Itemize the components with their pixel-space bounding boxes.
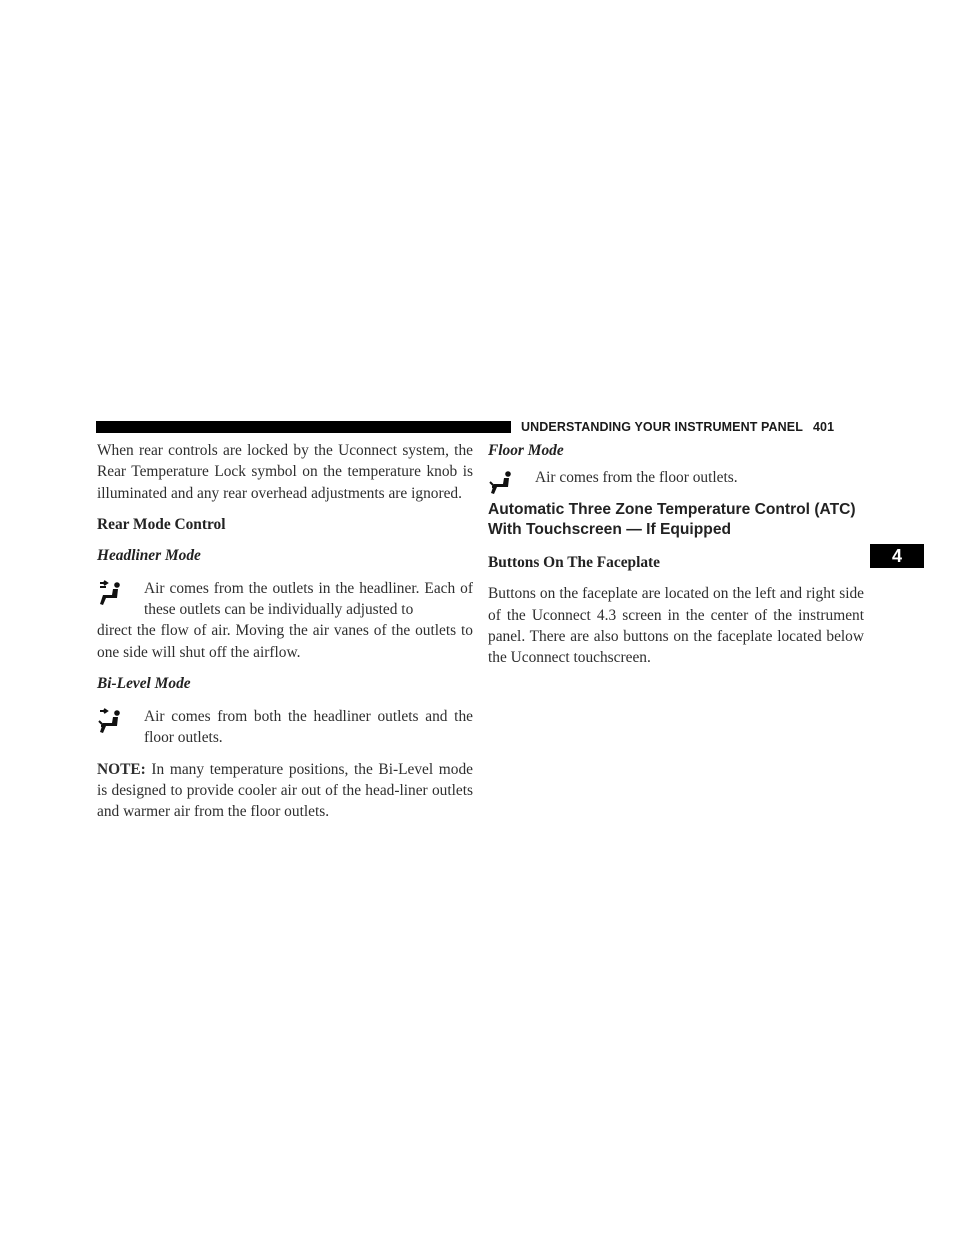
header-bar [96,421,511,433]
rear-mode-heading: Rear Mode Control [97,515,226,533]
floor-mode-heading: Floor Mode [488,442,564,459]
left-column [97,440,473,823]
running-header [521,419,864,435]
atc-heading-line-2: With Touchscreen — If Equipped [488,521,732,539]
section-title: UNDERSTANDING YOUR INSTRUMENT PANEL [521,420,803,434]
page-number: 401 [812,420,835,434]
bilevel-mode-icon [97,708,125,736]
faceplate-paragraph: Buttons on the faceplate are located on the left and right side of the Uconnect 4.3 screen in the center of the instrument panel. There are also buttons on the faceplate located below the Uconnect touchscreen. [488,585,864,667]
headliner-mode-icon [97,580,125,608]
chapter-tab: 4 [870,544,924,568]
floor-mode-icon [488,469,516,497]
right-column [488,440,864,668]
atc-heading-line-1: Automatic Three Zone Temperature Control (ATC) [488,501,856,519]
headliner-mode-heading: Headliner Mode [97,546,201,564]
bilevel-mode-block [97,706,473,749]
headliner-mode-block [97,578,473,663]
faceplate-heading: Buttons On The Faceplate [488,554,661,572]
note-paragraph [97,759,473,823]
intro-paragraph: When rear controls are locked by the Uconnect system, the Rear Temperature Lock symbol on the temperature knob is illuminated and any rear overhead adjustments are ignored. [97,442,473,502]
headliner-mode-text-1: Air comes from the outlets in the headliner. Each of these outlets can be individually adjusted to [144,579,473,619]
floor-mode-block [488,467,864,488]
atc-heading [488,500,864,540]
bilevel-mode-text: Air comes from both the headliner outlets and the floor outlets. [144,708,473,747]
floor-mode-text: Air comes from the floor outlets. [535,469,738,486]
bilevel-mode-heading: Bi-Level Mode [97,675,191,693]
note-label: NOTE: [97,760,146,778]
note-text: In many temperature positions, the Bi-Level mode is designed to provide cooler air out of the head-liner outlets and warmer air from the floor outlets. [97,760,473,821]
headliner-mode-text-2: direct the flow of air. Moving the air vanes of the outlets to one side will shut off the airflow. [97,622,473,661]
